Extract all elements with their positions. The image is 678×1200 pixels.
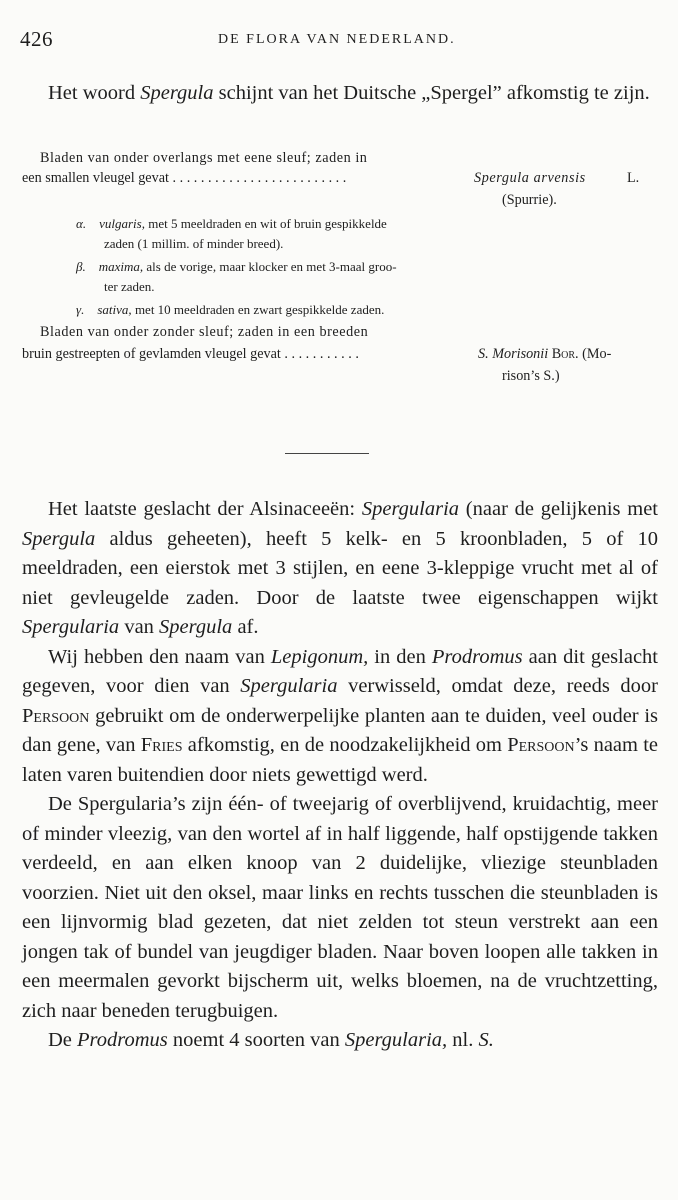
key-line-6: rison’s S.) [502, 368, 560, 384]
paragraph-2: Wij hebben den naam van Lepigonum, in den Prodromus aan dit geslacht gegeven, voor dien van Spergularia verwisseld, omdat deze, reeds door Persoon gebruikt om de onderwerpelijke planten aan te duiden, veel ouder is dan gene, van Fries afkomstig, en de noodzakelijkheid om Persoon’s naam te laten varen buitendien door niets gewettigd werd. [22, 645, 658, 786]
species-name-2: S. Morisonii [478, 346, 549, 362]
variety-alpha: α. vulgaris, met 5 meeldraden en wit of bruin gespikkelde [76, 216, 387, 231]
species-name: Spergula arvensis [474, 170, 586, 186]
key-line-2: een smallen vleugel gevat . . . . . . . . . . . . . . . . . . . . . . . . . Spergula arvensis L. [22, 170, 640, 186]
body-text [22, 495, 658, 1056]
section-divider [285, 453, 369, 454]
key-line-3: (Spurrie). [502, 192, 557, 208]
paragraph-4: De Prodromus noemt 4 soorten van Spergularia, nl. S. [48, 1029, 494, 1051]
intro-paragraph: Het woord Spergula schijnt van het Duitsche „Spergel” afkomstig te zijn. [48, 82, 650, 104]
key-line-5: bruin gestreepten of gevlamden vleugel gevat . . . . . . . . . . . S. Morisonii Bor. (Mo- [22, 346, 612, 362]
key-line-1: Bladen van onder overlangs met eene sleuf; zaden in [40, 150, 368, 166]
variety-beta: β. maxima, als de vorige, maar klocker en met 3-maal groo- [76, 259, 397, 274]
variety-alpha-cont: zaden (1 millim. of minder breed). [104, 236, 284, 251]
paragraph-1: Het laatste geslacht der Alsinaceeën: Spergularia (naar de gelijkenis met Spergula aldus geheeten), heeft 5 kelk- en 5 kroonbladen, 5 of 10 meeldraden, een eierstok met 3 stijlen, en eene 3-kleppige vrucht met al of niet gevleugelde zaden. Door de laatste twee eigenschappen wijkt Spergularia van Spergula af. [22, 498, 658, 638]
running-title: DE FLORA VAN NEDERLAND. [218, 32, 456, 47]
paragraph-3: De Spergularia’s zijn één- of tweejarig of overblijvend, kruidachtig, meer of minder vleezig, van den wortel af in half liggende, half opstijgende takken verdeeld, en aan elken knoop van 2 duidelijke, vliezige steunbladen voorzien. Niet uit den oksel, maar links en rechts tusschen die steunbladen is een lijnvormig blad gezeten, dat niet zelden tot steun verstrekt aan een jongen tak of bundel van jeugdiger bladen. Naar boven loopen alle takken in een meermalen gevorkt bijscherm uit, welks bloemen, na de vruchtzetting, zich naar beneden terugbuigen. [22, 793, 658, 1022]
page-header [20, 27, 652, 53]
key-line-4: Bladen van onder zonder sleuf; zaden in een breeden [40, 324, 369, 340]
variety-beta-cont: ter zaden. [104, 279, 155, 294]
variety-gamma: γ. sativa, met 10 meeldraden en zwart gespikkelde zaden. [76, 302, 385, 317]
page-number: 426 [20, 27, 53, 51]
genus-name: Spergula [140, 82, 214, 104]
